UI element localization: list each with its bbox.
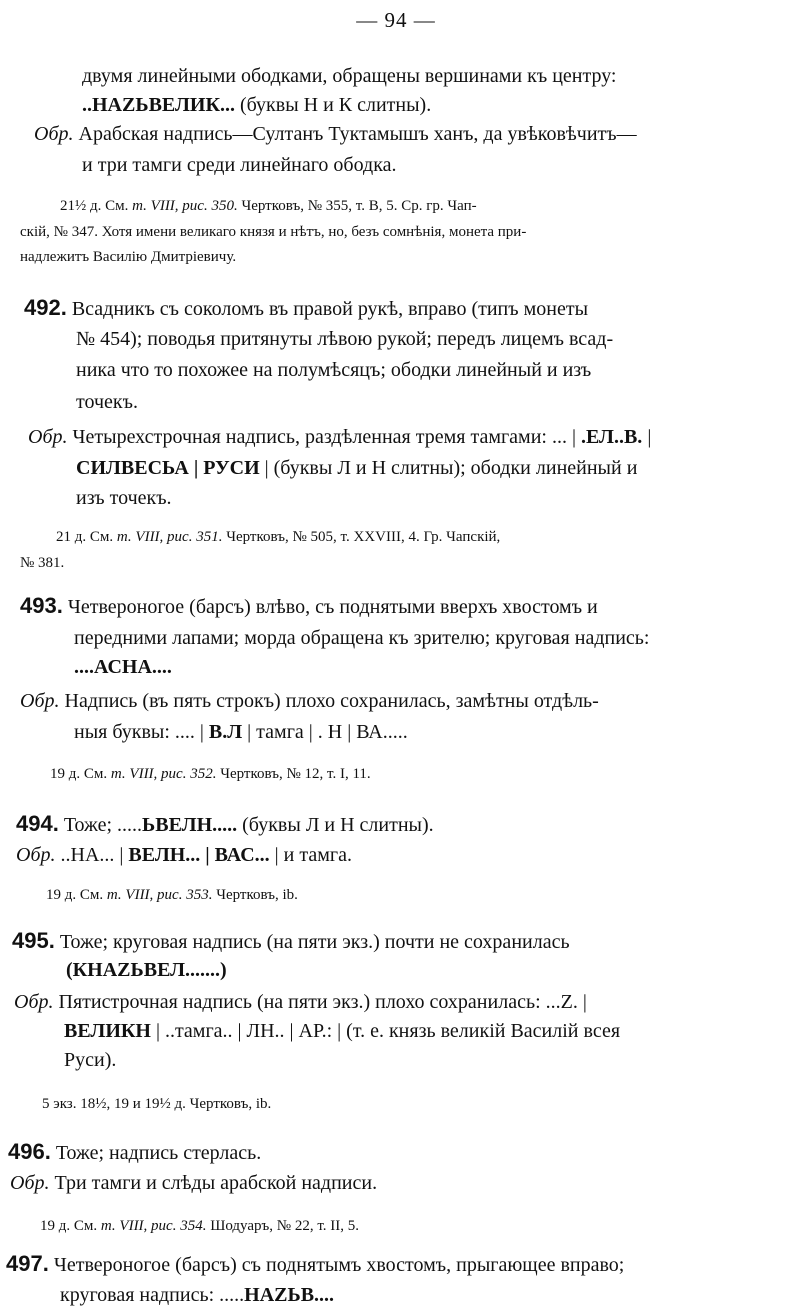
body-text: Надпись (въ пять строкъ) плохо сохранилась, замѣтны отдѣль-	[59, 690, 599, 712]
inscription-text: ЬВЕЛН.....	[142, 814, 238, 836]
body-text: Четвероногое (барсъ) влѣво, съ поднятыми вверхъ хвостомъ и	[62, 596, 598, 618]
text-line	[76, 390, 138, 414]
body-text: | тамга | . Н | ВА.....	[242, 721, 408, 743]
obverse-label: Обр.	[10, 1172, 50, 1194]
ref-text: Чертковъ, № 12, т. I, 11.	[216, 766, 371, 782]
ref-plate: т. VIII, рис. 352.	[110, 766, 217, 782]
ref-text: скій, № 347. Хотя имени великаго князя и нѣтъ, но, безъ сомнѣнія, монета при-	[20, 224, 527, 240]
entry-494	[16, 812, 434, 837]
body-text: круговая надпись: .....	[60, 1284, 245, 1306]
body-text: (буквы Н и К слитны).	[234, 94, 432, 116]
reference-line	[46, 885, 298, 905]
ref-plate: т. VIII, рис. 353.	[106, 887, 213, 903]
body-text: Четырехстрочная надпись, раздѣленная тремя тамгами: ... |	[67, 426, 581, 448]
inscription-text: ВЕЛИКН	[64, 1020, 151, 1042]
body-text: Тоже; .....	[58, 814, 143, 836]
reference-line	[40, 1216, 359, 1236]
text-line	[76, 327, 613, 351]
reference-line	[42, 1094, 271, 1114]
body-text: ныя буквы: .... |	[74, 721, 209, 743]
obverse-label: Обр.	[34, 123, 74, 145]
obverse-line	[14, 990, 587, 1014]
ref-text: № 381.	[20, 555, 65, 571]
obverse-label: Обр.	[16, 844, 56, 866]
ref-text: 5 экз. 18½, 19 и 19½ д. Чертковъ, ib.	[42, 1096, 272, 1112]
ref-text: Шодуаръ, № 22, т. II, 5.	[206, 1218, 359, 1234]
text-line	[60, 1283, 334, 1307]
text-line	[74, 626, 649, 650]
text-line	[76, 358, 591, 382]
body-text: ника что то похожее на полумѣсяцъ; ободки линейный и изъ	[76, 359, 592, 381]
ref-text: 19 д. См.	[40, 1218, 101, 1234]
inscription-text: (КНАZЬВЕЛ.......)	[66, 959, 227, 981]
entry-492	[24, 296, 588, 321]
body-text: ..НА... |	[55, 844, 129, 866]
inscription-text: ....АСНА....	[74, 656, 172, 678]
reference-line	[20, 553, 64, 573]
entry-497	[6, 1252, 624, 1277]
entry-number: 494.	[16, 811, 59, 836]
body-text: (буквы Л и Н слитны).	[237, 814, 434, 836]
text-line	[82, 64, 617, 88]
obverse-line	[34, 122, 637, 146]
body-text: и три тамги среди линейнаго ободка.	[82, 154, 397, 176]
body-text: Всадникъ съ соколомъ въ правой рукѣ, вправо (типъ монеты	[66, 298, 589, 320]
ref-text: Чертковъ, № 355, т. В, 5. Ср. гр. Чап-	[237, 198, 477, 214]
entry-number: 495.	[12, 928, 55, 953]
obverse-line	[20, 689, 599, 713]
ref-plate: т. VIII, рис. 351.	[116, 529, 223, 545]
obverse-line	[16, 843, 352, 867]
inscription-text: В.Л	[208, 721, 243, 743]
body-text: | и тамга.	[269, 844, 352, 866]
body-text: двумя линейными ободками, обращены вершинами къ центру:	[82, 65, 617, 87]
body-text: № 454); поводья притянуты лѣвою рукой; передъ лицемъ всад-	[76, 328, 614, 350]
inscription-text: ВЕЛН... | ВАС...	[128, 844, 270, 866]
ref-text: Чертковъ, № 505, т. XXVIII, 4. Гр. Чапскій,	[222, 529, 501, 545]
body-text: передними лапами; морда обращена къ зрителю; круговая надпись:	[74, 627, 650, 649]
ref-text: надлежитъ Василію Дмитріевичу.	[20, 249, 237, 265]
text-line	[74, 655, 172, 679]
inscription-text: НАZЬВ....	[244, 1284, 335, 1306]
body-text: |	[642, 426, 652, 448]
text-line	[82, 93, 431, 117]
text-line	[74, 720, 408, 744]
entry-number: 492.	[24, 295, 67, 320]
text-line	[76, 486, 172, 510]
body-text: Четвероногое (барсъ) съ поднятымъ хвостомъ, прыгающее вправо;	[48, 1254, 625, 1276]
entry-496	[8, 1140, 261, 1165]
body-text: изъ точекъ.	[76, 487, 172, 509]
body-text: Руси).	[64, 1049, 117, 1071]
ref-text: 19 д. См.	[50, 766, 111, 782]
obverse-line	[10, 1171, 377, 1195]
reference-line	[20, 247, 236, 267]
obverse-label: Обр.	[14, 991, 54, 1013]
obverse-line	[28, 425, 651, 449]
ref-text: Чертковъ, ib.	[212, 887, 298, 903]
body-text: Тоже; круговая надпись (на пяти экз.) почти не сохранилась	[54, 931, 570, 953]
text-line	[64, 1048, 116, 1072]
obverse-label: Обр.	[20, 690, 60, 712]
obverse-label: Обр.	[28, 426, 68, 448]
body-text: | (буквы Л и Н слитны); ободки линейный и	[259, 457, 638, 479]
body-text: Пятистрочная надпись (на пяти экз.) плохо сохранилась: ...Z. |	[53, 991, 587, 1013]
inscription-text: ..НАZЬВЕЛИК...	[82, 94, 235, 116]
ref-plate: т. VIII, рис. 350.	[132, 198, 238, 214]
reference-line	[20, 222, 526, 242]
body-text: Тоже; надпись стерлась.	[50, 1142, 262, 1164]
ref-plate: т. VIII, рис. 354.	[100, 1218, 207, 1234]
entry-number: 493.	[20, 593, 63, 618]
body-text: точекъ.	[76, 391, 138, 413]
entry-number: 497.	[6, 1251, 49, 1276]
text-line	[82, 153, 397, 177]
page-number: — 94 —	[356, 8, 436, 32]
inscription-text: .ЕЛ..В.	[580, 426, 643, 448]
entry-number: 496.	[8, 1139, 51, 1164]
text-line	[66, 958, 227, 982]
text-line	[76, 456, 637, 480]
ref-text: 21 д. См.	[56, 529, 117, 545]
body-text: | ..тамга.. | ЛН.. | АР.: | (т. е. князь великій Василій всея	[150, 1020, 621, 1042]
entry-495	[12, 929, 570, 954]
reference-line	[56, 527, 500, 547]
ref-text: 21½ д. См.	[60, 198, 133, 214]
text-line	[64, 1019, 620, 1043]
ref-text: 19 д. См.	[46, 887, 107, 903]
entry-493	[20, 594, 598, 619]
body-text: Арабская надпись—Султанъ Туктамышъ ханъ, да увѣковѣчитъ—	[73, 123, 637, 145]
inscription-text: СИЛВЕСЬА | РУСИ	[76, 457, 260, 479]
body-text: Три тамги и слѣды арабской надписи.	[49, 1172, 378, 1194]
reference-line	[60, 196, 477, 216]
reference-line	[50, 764, 371, 784]
